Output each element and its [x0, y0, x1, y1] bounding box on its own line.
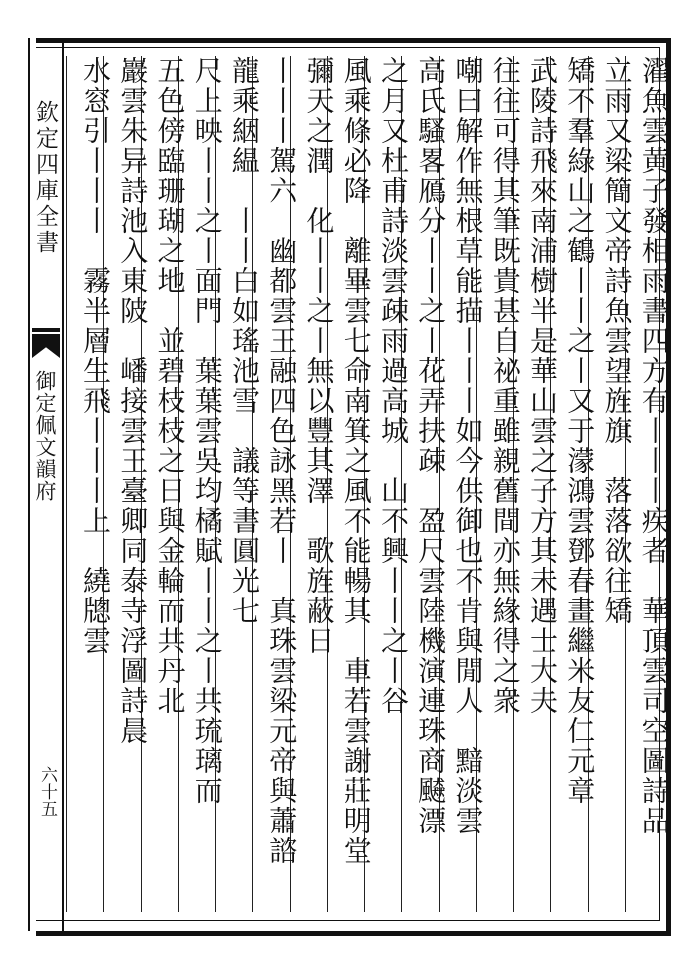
column-text: 龍乘絪緼 丨丨白如瑤池雪 議等書圓光七 [228, 56, 261, 626]
column-text: 尺上映丨丨之丨面門 葉葉雲吳均橘賦丨丨之丨共琉璃而 [190, 56, 224, 806]
column-text: 風乘條必降 離畢雲七命南箕之風不能暢其 車若雲謝莊明堂 [339, 56, 373, 866]
page-number: 六十五 [37, 766, 57, 817]
column-text: 五色傍臨珊瑚之地 並碧枝枝之日與金輪而共丹北 [153, 56, 187, 716]
gutter-line-right [62, 38, 64, 931]
column-text: 水窓引丨丨丨 霧半層生飛丨丨丨上 繞牕雲 [79, 56, 112, 656]
column-text: 濯魚雲黄子發相雨書四方有丨丨丨疾者 華頂雲司空圖詩品 [637, 56, 671, 836]
column-text: 嘲曰解作無根草能描丨丨丨如今供御也不肯與閒人 黯淡雲 [451, 56, 485, 836]
column-text: 武陵詩飛來南浦樹半是華山雲之子方其未遇士大夫 [526, 56, 559, 716]
column-text: 高氏騷畧鴈分丨丨之丨花弄扶疎 盈尺雲陸機演連珠商飇漂 [414, 56, 448, 836]
column-text: 往往可得其筆既貴甚自祕重雖親舊間亦無緣得之衆 [488, 56, 522, 716]
fishtail-icon [32, 334, 60, 358]
text-column [66, 56, 112, 912]
fishtail-bar [32, 328, 60, 332]
column-text: 之月又杜甫詩淡雲疎雨過高城 山不興丨丨之丨谷 [377, 56, 410, 716]
text-columns [66, 56, 671, 912]
column-text: 矯不羣綠山之鶴丨丨之丨又于濛鴻雲鄧春畫繼米友仁元章 [563, 56, 597, 806]
column-text: 丨丨丨駕六 幽都雲王融四色詠黑若丨 真珠雲梁元帝與蕭諮 [265, 56, 299, 866]
column-text: 立雨又梁簡文帝詩魚雲望旌旗 落落欲往矯 [600, 56, 634, 626]
book-title: 欽定四庫全書 [32, 100, 58, 256]
volume-title: 御定佩文韻府 [33, 370, 57, 502]
column-text: 巖雲朱异詩池入東陂 嶓接雲王臺卿同泰寺浮圖詩晨 [116, 56, 150, 746]
center-gutter [28, 38, 64, 931]
column-text: 彌天之潤 化丨丨之丨無以豐其澤 歌旌蔽日 [302, 56, 336, 656]
